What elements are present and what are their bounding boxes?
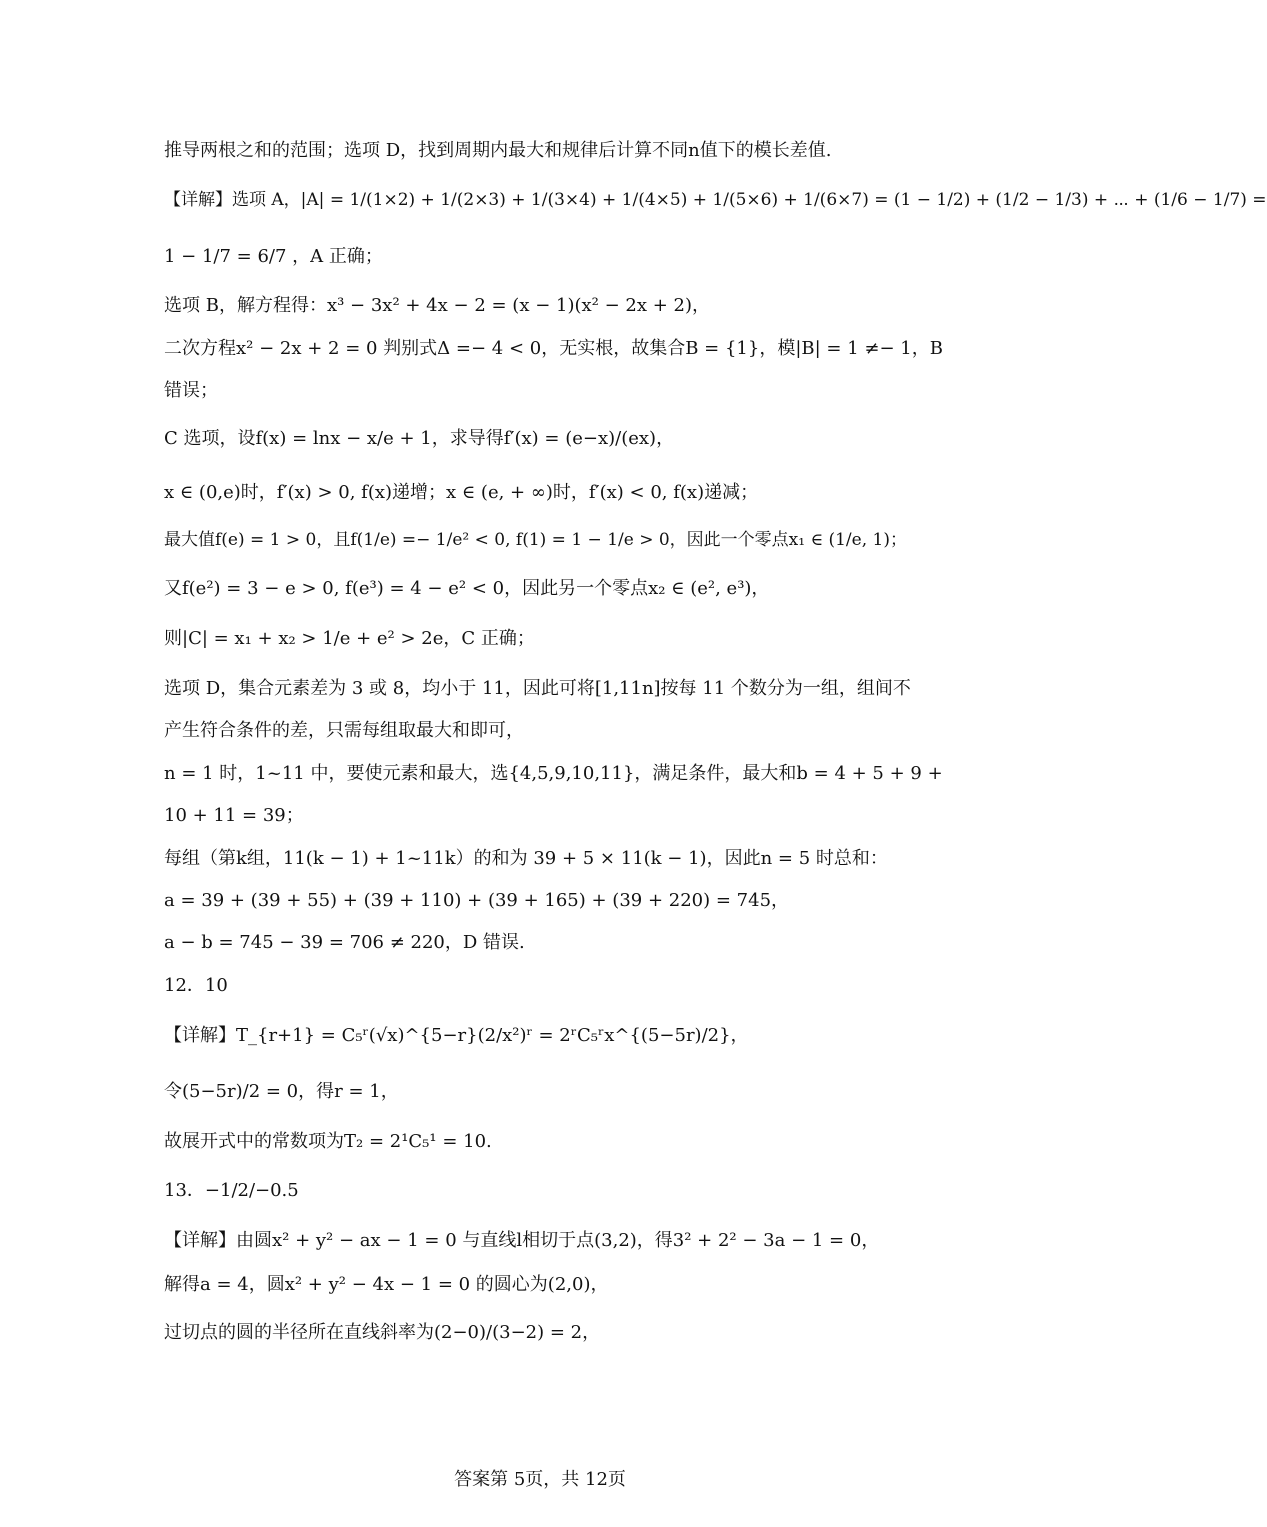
text-line: 二次方程x² − 2x + 2 = 0 判别式Δ =− 4 < 0，无实根，故集合B = {1}，模|B| = 1 ≠− 1，B xyxy=(164,338,943,359)
text-line: n = 1 时，1~11 中，要使元素和最大，选{4,5,9,10,11}，满足条件，最大和b = 4 + 5 + 9 + xyxy=(164,763,943,784)
text-line: 过切点的圆的半径所在直线斜率为(2−0)/(3−2) = 2， xyxy=(164,1322,601,1343)
text-line: 1 − 1/7 = 6/7 ，A 正确； xyxy=(164,246,383,267)
text-line: C 选项，设f(x) = lnx − x/e + 1，求导得f′(x) = (e−x)/(ex)， xyxy=(164,428,675,449)
text-line: x ∈ (0,e)时，f′(x) > 0, f(x)递增；x ∈ (e, + ∞)时，f′(x) < 0, f(x)递减； xyxy=(164,482,759,503)
text-line: 选项 B，解方程得：x³ − 3x² + 4x − 2 = (x − 1)(x² − 2x + 2)， xyxy=(164,295,710,316)
text-line: 每组（第k组，11(k − 1) + 1~11k）的和为 39 + 5 × 11(k − 1)，因此n = 5 时总和： xyxy=(164,848,888,869)
text-line: 令(5−5r)/2 = 0，得r = 1， xyxy=(164,1081,399,1102)
question-number-12: 12．10 xyxy=(164,975,228,996)
text-line: 【详解】选项 A，|A| = 1/(1×2) + 1/(2×3) + 1/(3×4) + 1/(4×5) + 1/(5×6) + 1/(6×7) = (1 − 1/2) + (1/2 − 1/3) + ⋯ + (1/6 − 1/7) = xyxy=(164,190,1267,210)
text-line: 推导两根之和的范围；选项 D，找到周期内最大和规律后计算不同n值下的模长差值. xyxy=(164,140,832,161)
text-line: 选项 D，集合元素差为 3 或 8，均小于 11，因此可将[1,11n]按每 11 个数分为一组，组间不 xyxy=(164,678,911,699)
text-line: 【详解】由圆x² + y² − ax − 1 = 0 与直线l相切于点(3,2)，得3² + 2² − 3a − 1 = 0， xyxy=(164,1230,880,1251)
text-line: 最大值f(e) = 1 > 0，且f(1/e) =− 1/e² < 0, f(1) = 1 − 1/e > 0，因此一个零点x₁ ∈ (1/e, 1)； xyxy=(164,530,907,550)
page-footer: 答案第 5页，共 12页 xyxy=(454,1469,626,1490)
text-line: a = 39 + (39 + 55) + (39 + 110) + (39 + 165) + (39 + 220) = 745， xyxy=(164,890,790,911)
text-line: 又f(e²) = 3 − e > 0, f(e³) = 4 − e² < 0，因此另一个零点x₂ ∈ (e², e³)， xyxy=(164,578,770,599)
text-line: 10 + 11 = 39； xyxy=(164,805,304,826)
text-line: a − b = 745 − 39 = 706 ≠ 220，D 错误. xyxy=(164,932,525,953)
text-line: 则|C| = x₁ + x₂ > 1/e + e² > 2e，C 正确； xyxy=(164,628,535,649)
text-line: 产生符合条件的差，只需每组取最大和即可， xyxy=(164,720,524,741)
text-line: 解得a = 4，圆x² + y² − 4x − 1 = 0 的圆心为(2,0)， xyxy=(164,1274,609,1295)
text-line: 故展开式中的常数项为T₂ = 2¹C₅¹ = 10. xyxy=(164,1131,492,1152)
question-number-13: 13．−1/2/−0.5 xyxy=(164,1180,299,1201)
text-line: 【详解】T_{r+1} = C₅ʳ(√x)^{5−r}(2/x²)ʳ = 2ʳC₅ʳx^{(5−5r)/2}， xyxy=(164,1025,749,1046)
text-line: 错误； xyxy=(164,380,218,401)
